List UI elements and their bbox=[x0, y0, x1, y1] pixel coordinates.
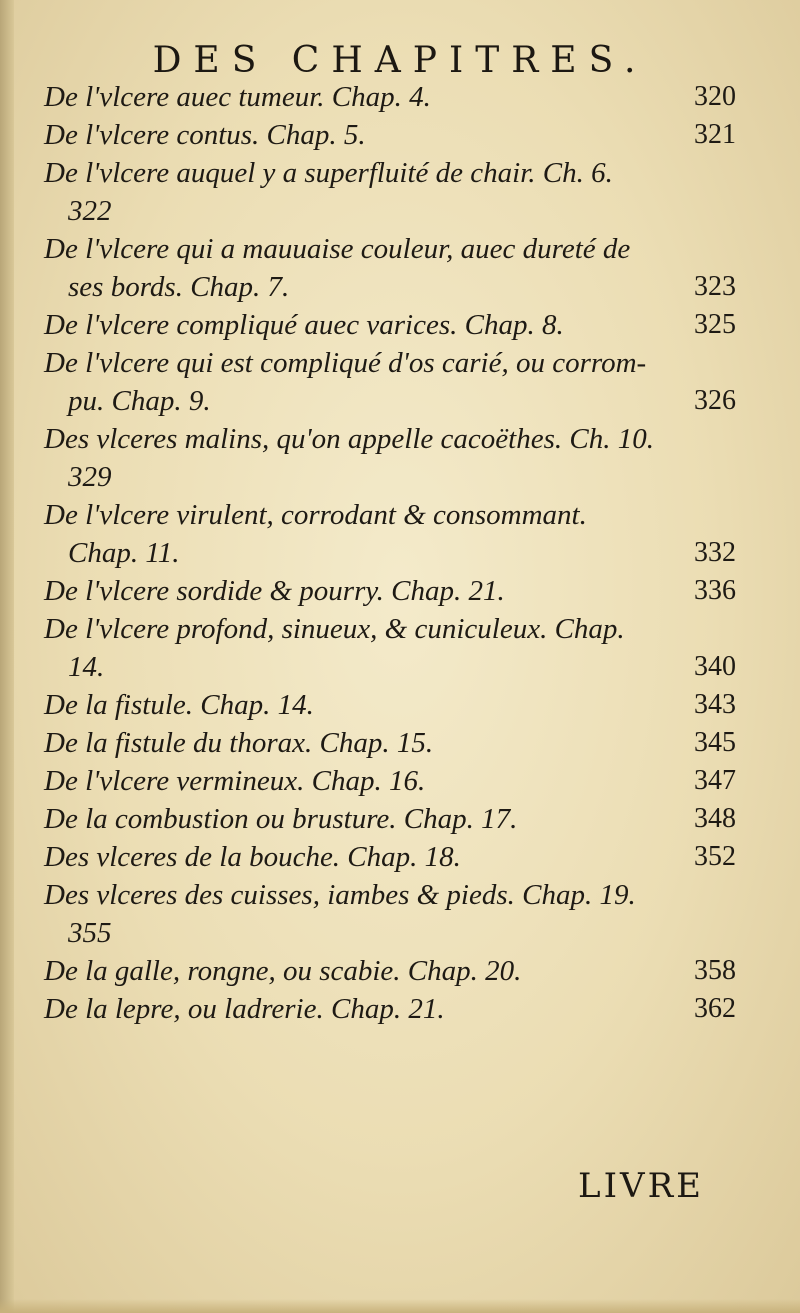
toc-entry-title: pu. Chap. 9. bbox=[68, 385, 211, 417]
toc-entry-page: 323 bbox=[694, 271, 736, 302]
toc-entry-title: Des vlceres de la bouche. Chap. 18. bbox=[44, 841, 461, 873]
toc-entry-title: De l'vlcere profond, sinueux, & cuniculeux. Chap. bbox=[44, 613, 625, 645]
toc-entry-page: 348 bbox=[694, 803, 736, 834]
toc-entry bbox=[44, 800, 736, 838]
toc-entry bbox=[44, 572, 736, 610]
toc-entry bbox=[44, 306, 736, 344]
toc-entry-continuation bbox=[44, 648, 736, 686]
toc-entry bbox=[44, 420, 724, 458]
toc-entry bbox=[44, 876, 724, 914]
toc-entry-page: 332 bbox=[694, 537, 736, 568]
toc-entry bbox=[44, 116, 736, 154]
table-of-contents bbox=[44, 78, 736, 1028]
toc-entry-continuation bbox=[44, 192, 724, 230]
toc-entry-page: 347 bbox=[694, 765, 736, 796]
toc-entry-page: 343 bbox=[694, 689, 736, 720]
toc-entry-title: Chap. 11. bbox=[68, 537, 180, 569]
toc-entry-title: 329 bbox=[68, 461, 112, 493]
toc-entry-page: 345 bbox=[694, 727, 736, 758]
toc-entry bbox=[44, 230, 724, 268]
toc-entry bbox=[44, 952, 736, 990]
toc-entry bbox=[44, 154, 724, 192]
toc-entry-title: 322 bbox=[68, 195, 112, 227]
toc-entry-title: De l'vlcere contus. Chap. 5. bbox=[44, 119, 366, 151]
page-edge-left bbox=[0, 0, 14, 1313]
toc-entry-title: De la lepre, ou ladrerie. Chap. 21. bbox=[44, 993, 445, 1025]
toc-entry-title: Des vlceres malins, qu'on appelle cacoëthes. Ch. 10. bbox=[44, 423, 654, 455]
catchword: LIVRE bbox=[578, 1166, 704, 1206]
toc-entry-page: 320 bbox=[694, 81, 736, 112]
toc-entry-page: 358 bbox=[694, 955, 736, 986]
page-header: DES CHAPITRES. bbox=[152, 40, 648, 81]
toc-entry bbox=[44, 686, 736, 724]
toc-entry-page: 321 bbox=[694, 119, 736, 150]
toc-entry-page: 326 bbox=[694, 385, 736, 416]
toc-entry-title: ses bords. Chap. 7. bbox=[68, 271, 290, 303]
toc-entry-page: 340 bbox=[694, 651, 736, 682]
toc-entry-continuation bbox=[44, 534, 736, 572]
toc-entry-title: Des vlceres des cuisses, iambes & pieds. Chap. 19. bbox=[44, 879, 636, 911]
toc-entry-title: De l'vlcere compliqué auec varices. Chap. 8. bbox=[44, 309, 564, 341]
toc-entry-continuation bbox=[44, 382, 736, 420]
toc-entry-title: De l'vlcere virulent, corrodant & consommant. bbox=[44, 499, 587, 531]
toc-entry-title: 355 bbox=[68, 917, 112, 949]
toc-entry-title: De l'vlcere auec tumeur. Chap. 4. bbox=[44, 81, 431, 113]
toc-entry-page: 325 bbox=[694, 309, 736, 340]
toc-entry-continuation bbox=[44, 268, 736, 306]
toc-entry bbox=[44, 762, 736, 800]
toc-entry-page: 352 bbox=[694, 841, 736, 872]
toc-entry bbox=[44, 610, 724, 648]
toc-entry-title: De l'vlcere auquel y a superfluité de chair. Ch. 6. bbox=[44, 157, 613, 189]
toc-entry-title: De l'vlcere vermineux. Chap. 16. bbox=[44, 765, 426, 797]
toc-entry-title: De la fistule du thorax. Chap. 15. bbox=[44, 727, 434, 759]
toc-entry bbox=[44, 344, 724, 382]
toc-entry bbox=[44, 838, 736, 876]
toc-entry-title: 14. bbox=[68, 651, 105, 683]
toc-entry bbox=[44, 724, 736, 762]
toc-entry-title: De la fistule. Chap. 14. bbox=[44, 689, 314, 721]
toc-entry-page: 336 bbox=[694, 575, 736, 606]
toc-entry-title: De l'vlcere qui a mauuaise couleur, auec dureté de bbox=[44, 233, 631, 265]
toc-entry-title: De la combustion ou brusture. Chap. 17. bbox=[44, 803, 518, 835]
toc-entry-title: De la galle, rongne, ou scabie. Chap. 20. bbox=[44, 955, 522, 987]
toc-entry bbox=[44, 496, 724, 534]
page-edge-bottom bbox=[0, 1299, 800, 1313]
toc-entry-title: De l'vlcere sordide & pourry. Chap. 21. bbox=[44, 575, 505, 607]
toc-entry-continuation bbox=[44, 914, 724, 952]
toc-entry-page: 362 bbox=[694, 993, 736, 1024]
toc-entry-title: De l'vlcere qui est compliqué d'os carié, ou corrom- bbox=[44, 347, 647, 379]
toc-entry-continuation bbox=[44, 458, 724, 496]
toc-entry bbox=[44, 990, 736, 1028]
toc-entry bbox=[44, 78, 736, 116]
